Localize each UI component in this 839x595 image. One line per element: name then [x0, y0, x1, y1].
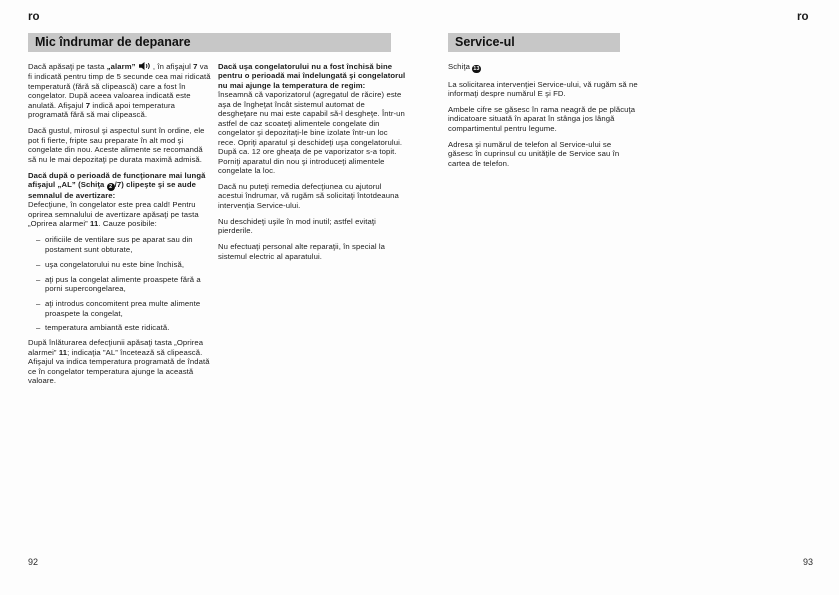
column-troubleshooting-2: [218, 62, 406, 268]
display-number: 7: [85, 100, 91, 110]
text-run: . Cauze posibile:: [98, 219, 157, 229]
paragraph-call-service: Dacă nu puteţi remedia defecţiunea cu ajutorul acestui îndrumar, vă rugăm să solicitaţi întotdeauna intervenţia Service-ului.: [218, 181, 399, 210]
bullet-dash: –: [36, 323, 41, 333]
text-run: Dacă apăsaţi pe tasta: [28, 62, 107, 71]
section-title-troubleshooting-label: Mic îndrumar de depanare: [35, 35, 191, 49]
alarm-speaker-icon: [139, 62, 152, 72]
bullet-dash: –: [36, 235, 41, 245]
list-item-too-much-food: [28, 299, 212, 318]
text-run: înseamnă că vaporizatorul (agregatul de răcire) este aşa de îngheţat încât sistemul automat de desgheţare nu mai este capabil să-l desgheţe. Într-un astfel de caz scoateţi alimentele congelate din congelator şi depozitaţi-le bine izolate într-un loc rece. Opriţi aparatul şi deschideţi uşa congelatorului. După ca. 12 ore gheaţa de pe vaporizator s-a topit. Porniţi aparatul din nou şi introduceţi alimentele congelate la loc.: [218, 90, 405, 175]
text-run: Schiţa: [448, 62, 473, 71]
list-item-text: aţi pus la congelat alimente proaspete fără a porni supercongelarea,: [45, 274, 201, 294]
column-troubleshooting-1: [28, 62, 212, 392]
paragraph-schita-ref: [448, 62, 638, 73]
lang-marker-right: ro: [797, 11, 809, 23]
text-run-bold: „alarm”: [106, 62, 136, 71]
paragraph-service-address: Adresa şi numărul de telefon al Service-ului se găsesc în cuprinsul cu unităţile de Service sau în cartea de telefon.: [448, 139, 620, 168]
paragraph-doors-unnecessarily: Nu deschideţi uşile în mod inutil; astfel evitaţi pierderile.: [218, 216, 376, 236]
paragraph-alarm-key: [28, 62, 212, 120]
text-run: Defecţiune, în congelator este prea cald! Pentru oprirea semnalului de avertizare apăsaţi pe tasta „Oprirea alarmei”: [28, 200, 199, 229]
paragraph-e-fd-numbers: La solicitarea intervenţiei Service-ului, vă rugăm să ne informaţi despre numărul E şi FD.: [448, 79, 638, 98]
list-item-text: uşa congelatorului nu este bine închisă,: [45, 259, 185, 269]
paragraph-no-diy-repairs: Nu efectuaţi personal alte reparaţii, în special la sistemul electric al aparatului.: [218, 242, 386, 261]
section-title-troubleshooting: [28, 33, 391, 52]
display-number: 7: [193, 62, 198, 71]
paragraph-food-quality: Dacă gustul, mirosul şi aspectul sunt în ordine, ele pot fi fierte, fripte sau preparate în alt mod şi congelate din nou. Aceste alimente se recomandă să nu le mai depozitaţi pe durata maximă admisă.: [28, 126, 205, 164]
lang-marker-left: ro: [28, 11, 40, 23]
section-title-service: [448, 33, 620, 52]
column-service: [448, 62, 638, 175]
bullet-dash: –: [36, 274, 41, 284]
list-item-ambient-temp: [28, 323, 212, 332]
text-run-bold: Dacă uşa congelatorului nu a fost închisă bine pentru o perioadă mai îndelungată şi congelatorul nu mai ajunge la temperatura de regim:: [218, 62, 406, 90]
text-run: va fi indicată pentru timp de 5 secunde cea mai ridicată temperatură (fără să clipească) care a fost în congelator. După aceea valoarea indicată este anulată. Afişajul: [28, 62, 211, 110]
button-number: 11: [58, 347, 68, 357]
list-item-vents-blocked: [28, 235, 212, 254]
page-number-right: 93: [803, 557, 814, 567]
list-item-text: aţi introdus concomitent prea multe alimente proaspete la congelat,: [45, 299, 201, 318]
text-run: , în afişajul: [152, 62, 194, 71]
text-run: indică apoi temperatura programată fără să mai clipească.: [28, 100, 176, 120]
text-run: După înlăturarea defecţiunii apăsaţi tasta „Oprirea alarmei”: [28, 338, 204, 357]
bullet-dash: –: [36, 299, 41, 309]
text-run: ; indicaţia ”AL” încetează să clipească. Afişajul va indica temperatura programată de îndată ce în congelator temperatura ajunge la această valoare.: [28, 347, 210, 386]
paragraph-rating-plate: Ambele cifre se găsesc în rama neagră de pe plăcuţa indicatoare situată în aparat în stânga jos lângă compartimentul pentru legume.: [448, 104, 636, 133]
list-item-text: orificiile de ventilare sus pe aparat sau din postament sunt obturate,: [45, 235, 193, 254]
text-run-bold: /7) clipeşte şi se aude semnalul de avertizare:: [28, 179, 197, 200]
bullet-dash: –: [36, 259, 41, 269]
list-item-text: temperatura ambiantă este ridicată.: [45, 323, 170, 333]
list-item-door-open: [28, 260, 212, 269]
button-number: 11: [90, 219, 99, 229]
figure-2-badge: 2: [107, 183, 115, 191]
paragraph-al-warning: [28, 171, 212, 229]
page-number-left: 92: [28, 557, 39, 567]
text-run-bold: Dacă după o perioadă de funcţionare mai lungă afişajul „AL” (Schiţa: [28, 170, 206, 189]
figure-13-badge: 13: [473, 66, 480, 72]
section-title-service-label: Service-ul: [455, 35, 515, 49]
list-item-no-superfreeze: [28, 275, 212, 294]
paragraph-after-fix: [28, 338, 212, 385]
paragraph-door-left-open: [218, 62, 406, 175]
